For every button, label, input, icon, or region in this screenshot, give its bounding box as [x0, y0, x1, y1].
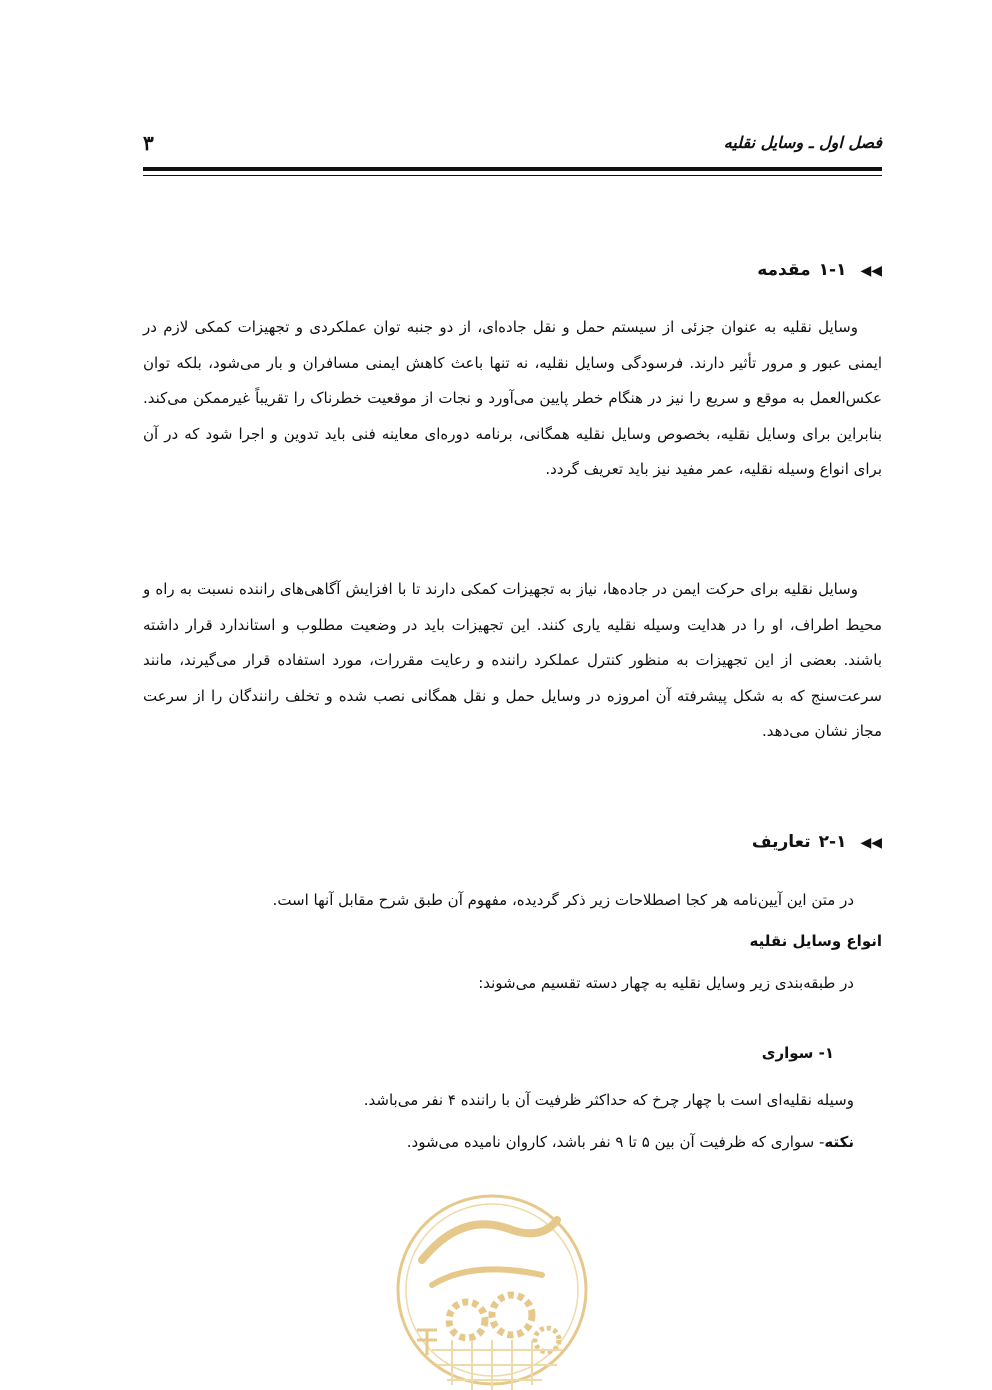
double-chevron-icon: ◀◀ [860, 835, 882, 851]
subheading-vehicle-types: انواع وسایل نقلیه [749, 932, 882, 950]
classification-intro: در طبقه‌بندی زیر وسایل نقلیه به چهار دسته تقسیم می‌شوند: [478, 974, 854, 992]
definitions-intro: در متن این آیین‌نامه هر کجا اصطلاحات زیر ذکر گردیده، مفهوم آن طبق شرح مقابل آنها است. [272, 891, 854, 909]
section-heading-introduction [143, 257, 882, 284]
header-rule-thick [143, 167, 882, 171]
section-number: ۱-۱ [818, 260, 847, 280]
section-title: مقدمه [757, 260, 811, 280]
section-title: تعاریف [751, 832, 811, 852]
note-text: - سواری که ظرفیت آن بین ۵ تا ۹ نفر باشد، کاروان نامیده می‌شود. [406, 1133, 825, 1151]
note [407, 1129, 854, 1155]
chapter-title: فصل اول ـ وسایل نقلیه [723, 133, 882, 152]
header-rule-thin [143, 175, 882, 176]
item-definition: وسیله نقلیه‌ای است با چهار چرخ که حداکثر ظرفیت آن با راننده ۴ نفر می‌باشد. [363, 1091, 854, 1109]
watermark-logo [392, 1190, 592, 1390]
paragraph: وسایل نقلیه به عنوان جزئی از سیستم حمل و نقل جاده‌ای، از دو جنبه توان عملکردی و تجهیزات کمکی لازم در ایمنی عبور و مرور تأثیر دارند. فرسودگی وسایل نقلیه، نه تنها باعث کاهش ایمنی مسافران و بار می‌شود، بلکه توان عکس‌العمل به موقع و سریع را نیز در هنگام خطر پایین می‌آورد و نجات از موقعیت خطرناک را تقریباً غیرممکن می‌کند. بنابراین برای وسایل نقلیه، بخصوص وسایل نقلیه همگانی، برنامه دوره‌ای معاینه فنی باید تدوین و اجرا شود که در آن برای انواع وسیله نقلیه، عمر مفید نیز باید تعریف گردد. [143, 318, 882, 479]
paragraph: وسایل نقلیه برای حرکت ایمن در جاده‌ها، نیاز به تجهیزات کمکی دارند تا با افزایش آگاهی‌های راننده نسبت به راه و محیط اطراف، او را در هدایت وسیله نقلیه یاری کنند. این تجهیزات باید در وضعیت مطلوب و استاندارد قرار داشته باشند. بعضی از این تجهیزات به منظور کنترل عملکرد راننده و رعایت مقررات، مورد استفاده قرار می‌گیرند، مانند سرعت‌سنج که به شکل پیشرفته آن امروزه در وسایل حمل و نقل همگانی نصب شده و تخلف رانندگان را از سرعت مجاز نشان می‌دهد. [143, 580, 882, 741]
double-chevron-icon: ◀◀ [860, 263, 882, 279]
note-label: نکته [824, 1133, 854, 1151]
item-title-sedan: ۱- سواری [761, 1044, 834, 1062]
section-number: ۲-۱ [818, 832, 847, 852]
section-heading-definitions [143, 829, 882, 856]
page-header [143, 130, 882, 160]
page-number: ۳ [143, 131, 154, 155]
